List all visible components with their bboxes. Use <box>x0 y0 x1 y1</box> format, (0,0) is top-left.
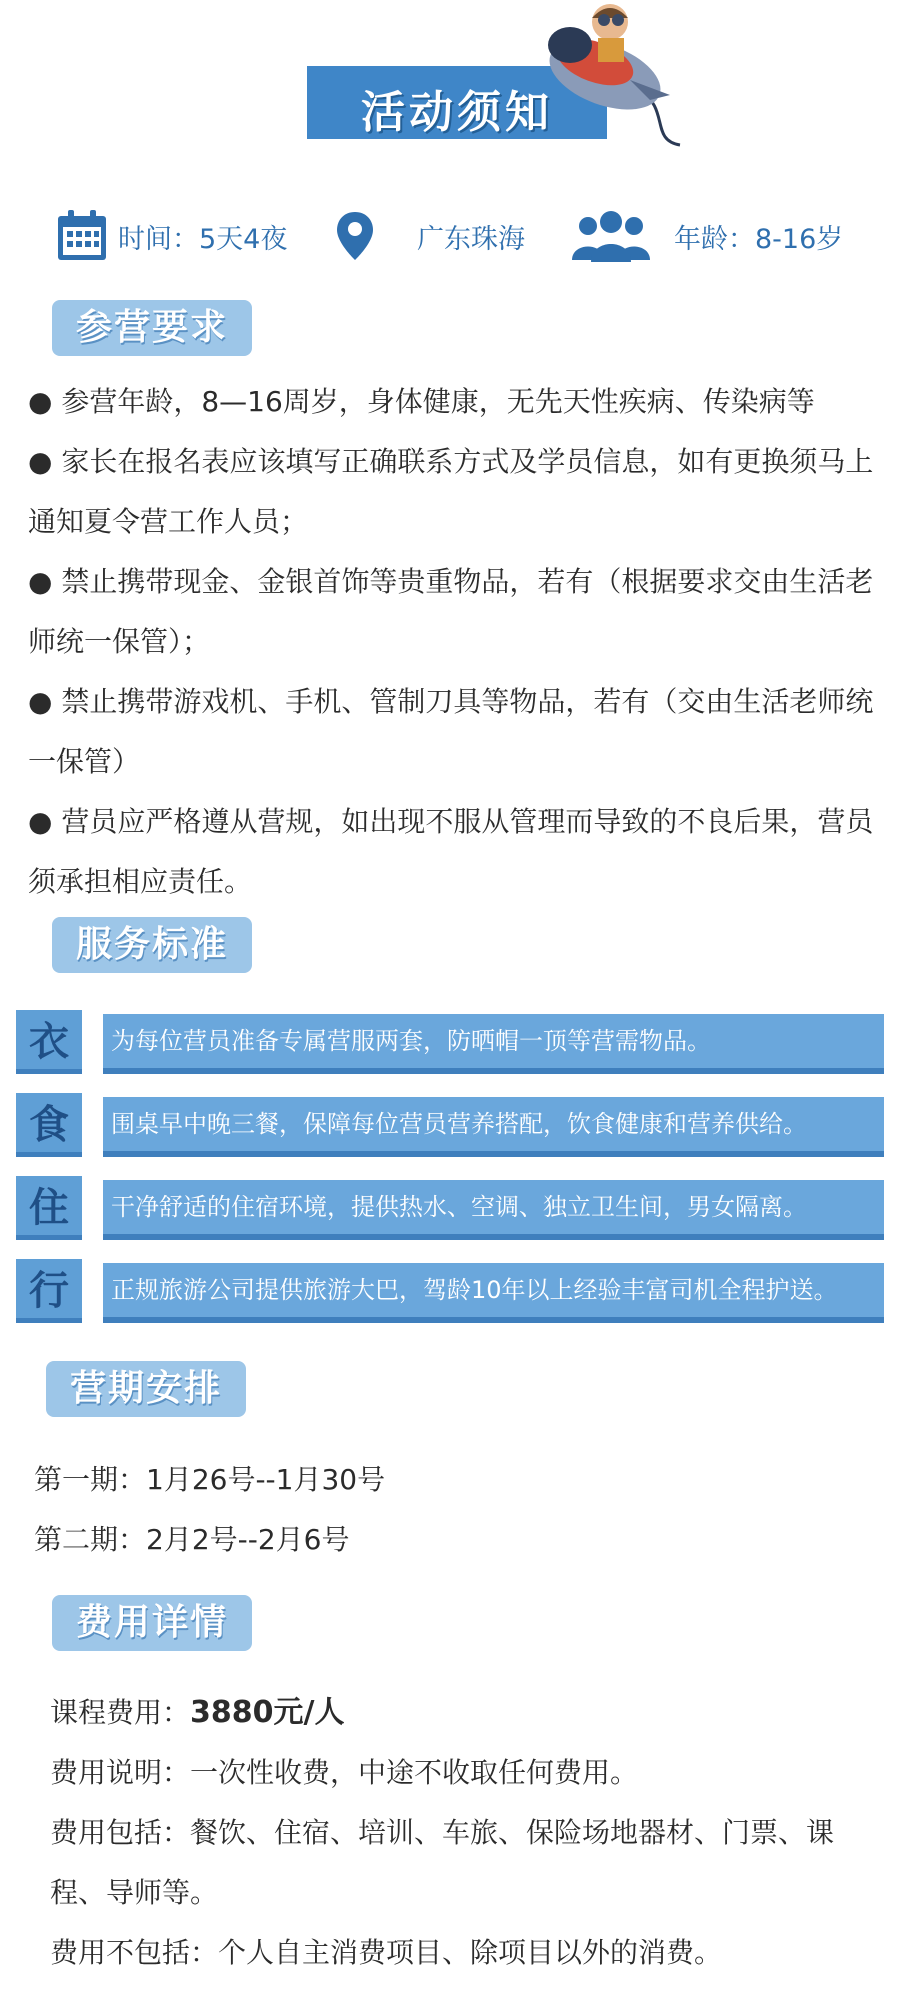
service-text: 为每位营员准备专属营服两套，防晒帽一顶等营需物品。 <box>103 1014 884 1074</box>
course-fee-label: 课程费用： <box>50 1696 191 1729</box>
fee-excludes: 费用不包括：个人自主消费项目、除项目以外的消费。 <box>50 1936 723 1969</box>
section-tag-service: 服务标准 <box>52 917 252 973</box>
list-item: 第二期：2月2号--2月6号 <box>34 1523 350 1556</box>
service-row-food <box>16 1093 884 1157</box>
list-item: ● 家长在报名表应该填写正确联系方式及学员信息，如有更换须马上通知夏令营工作人员； <box>28 445 874 538</box>
course-fee-value: 3880元/人 <box>190 1695 345 1730</box>
section-tag-fees: 费用详情 <box>52 1595 252 1651</box>
section-tag-requirements: 参营要求 <box>52 300 252 356</box>
age-info <box>570 206 843 266</box>
fee-includes: 费用包括：餐饮、住宿、培训、车旅、保险场地器材、门票、课程、导师等。 <box>50 1816 835 1909</box>
service-text: 正规旅游公司提供旅游大巴，驾龄10年以上经验丰富司机全程护送。 <box>103 1263 884 1323</box>
service-row-travel <box>16 1259 884 1323</box>
place-text: 广东珠海 <box>417 223 525 255</box>
page-title: 活动须知 <box>361 87 553 138</box>
calendar-icon <box>56 210 108 262</box>
list-item: 第一期：1月26号--1月30号 <box>34 1463 386 1496</box>
service-row-clothing <box>16 1010 884 1074</box>
time-info <box>56 206 287 266</box>
place-info <box>335 206 525 266</box>
cartoon-plane-icon <box>530 0 690 150</box>
service-char: 住 <box>16 1176 82 1240</box>
service-char: 食 <box>16 1093 82 1157</box>
service-char: 衣 <box>16 1010 82 1074</box>
list-item: ● 营员应严格遵从营规，如出现不服从管理而导致的不良后果，营员须承担相应责任。 <box>28 805 874 898</box>
fee-note: 费用说明：一次性收费，中途不收取任何费用。 <box>50 1756 639 1789</box>
group-people-icon <box>570 210 652 262</box>
section-tag-schedule: 营期安排 <box>46 1361 246 1417</box>
age-text: 年龄：8-16岁 <box>674 223 844 255</box>
schedule-list <box>34 1450 385 1570</box>
location-pin-icon <box>335 210 375 262</box>
service-text: 围桌早中晚三餐，保障每位营员营养搭配，饮食健康和营养供给。 <box>103 1097 884 1157</box>
list-item: ● 禁止携带游戏机、手机、管制刀具等物品，若有（交由生活老师统一保管） <box>28 685 874 778</box>
fee-details <box>50 1683 870 1983</box>
service-text: 干净舒适的住宿环境，提供热水、空调、独立卫生间，男女隔离。 <box>103 1180 884 1240</box>
course-fee <box>50 1683 870 1743</box>
requirements-list <box>28 372 876 912</box>
service-char: 行 <box>16 1259 82 1323</box>
list-item: ● 禁止携带现金、金银首饰等贵重物品，若有（根据要求交由生活老师统一保管）； <box>28 565 874 658</box>
time-text: 时间：5天4夜 <box>118 223 288 255</box>
list-item: ● 参营年龄，8—16周岁，身体健康，无先天性疾病、传染病等 <box>28 385 815 418</box>
service-row-lodging <box>16 1176 884 1240</box>
